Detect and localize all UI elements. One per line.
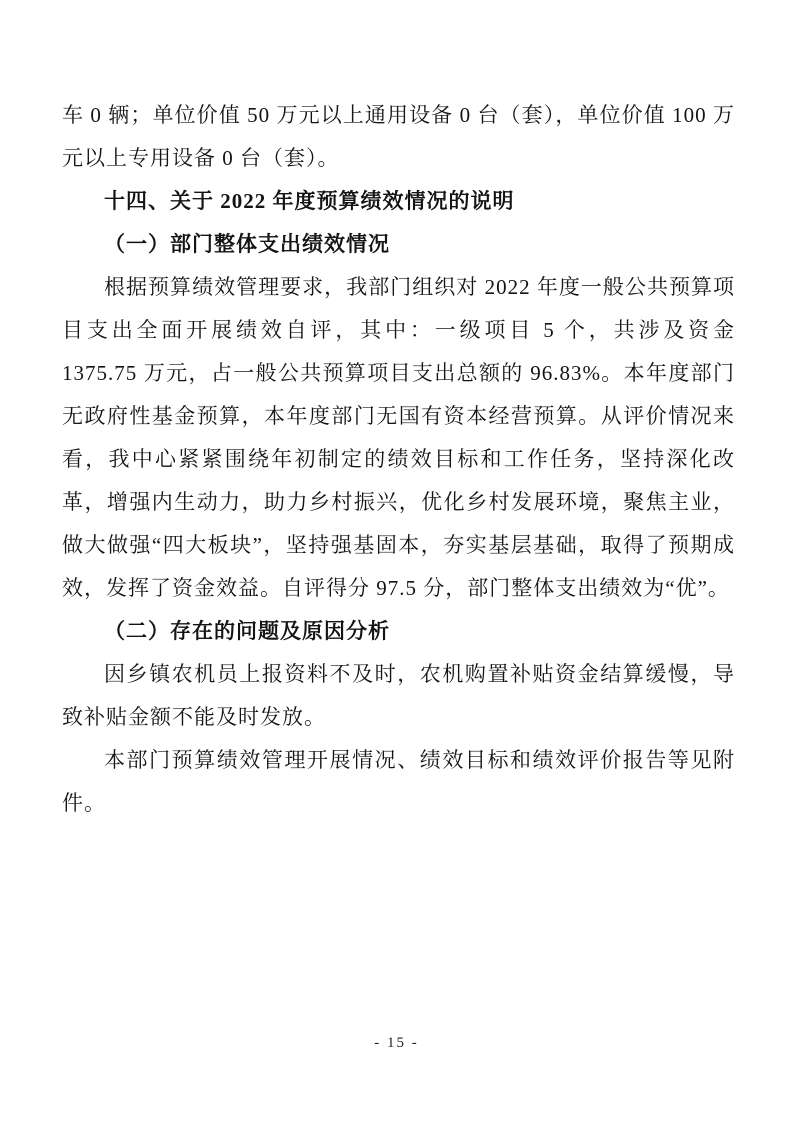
paragraph-attachment-note: 本部门预算绩效管理开展情况、绩效目标和绩效评价报告等见附件。 bbox=[62, 748, 735, 815]
paragraph-performance-self-evaluation: 根据预算绩效管理要求，我部门组织对 2022 年度一般公共预算项目支出全面开展绩效自评，其中：一级项目 5 个，共涉及资金 1375.75 万元，占一般公共预算项目支出总额的 96.83%。本年度部门无政府性基金预算，本年度部门无国有资本经营预算。从评价情况来看，我中心紧紧围绕年初制定的绩效目标和工作任务，坚持深化改革，增强内生动力，助力乡村振兴，优化乡村发展环境，聚焦主业，做大做强“四大板块”，坚持强基固本，夯实基层基础，取得了预期成效，发挥了资金效益。自评得分 97.5 分，部门整体支出绩效为“优”。 bbox=[62, 275, 735, 600]
section-heading-14: 十四、关于 2022 年度预算绩效情况的说明 bbox=[104, 189, 515, 213]
subsection-heading-1: （一）部门整体支出绩效情况 bbox=[104, 232, 390, 256]
document-body bbox=[62, 94, 735, 825]
subsection-heading-2: （二）存在的问题及原因分析 bbox=[104, 619, 390, 643]
paragraph-problems-analysis: 因乡镇农机员上报资料不及时，农机购置补贴资金结算缓慢，导致补贴金额不能及时发放。 bbox=[62, 662, 735, 729]
paragraph-continuation: 车 0 辆；单位价值 50 万元以上通用设备 0 台（套），单位价值 100 万元以上专用设备 0 台（套）。 bbox=[62, 103, 735, 170]
page-number: - 15 - bbox=[374, 1035, 419, 1051]
